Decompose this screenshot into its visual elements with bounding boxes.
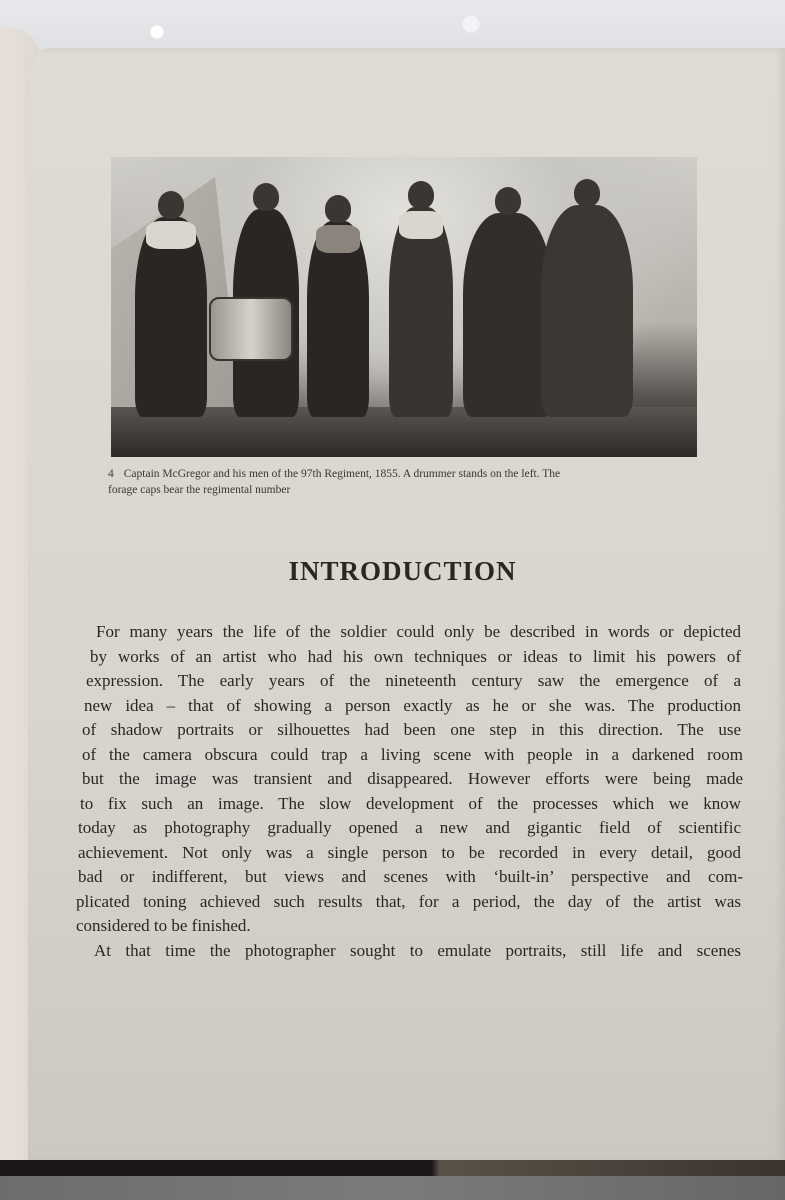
body-line: plicated toning achieved such results that, for a period, the day of the artist was	[76, 891, 741, 911]
body-line: bad or indifferent, but views and scenes with ‘built-in’ perspective and com-	[78, 867, 743, 886]
body-line: expression. The early years of the nineteenth century saw the emergence of a	[86, 671, 741, 690]
body-line: by works of an artist who had his own techniques or ideas to limit his powers of	[90, 646, 741, 666]
body-line: to fix such an image. The slow development of the processes which we know	[80, 793, 741, 813]
body-line: but the image was transient and disappeared. However efforts were being made	[82, 769, 743, 788]
caption-number: 4	[108, 468, 114, 480]
body-line: considered to be finished.	[76, 916, 251, 935]
soldier-figure	[541, 205, 633, 417]
soldier-figure	[307, 221, 369, 417]
soldier-figure	[135, 217, 207, 417]
body-paragraph	[76, 620, 741, 963]
table-surface	[0, 1176, 785, 1200]
body-line: At that time the photographer sought to emulate portraits, still life and scenes	[94, 940, 741, 960]
soldier-figure	[389, 207, 453, 417]
body-line: of shadow portraits or silhouettes had been one step in this direction. The use	[82, 720, 741, 739]
regiment-photograph	[111, 157, 697, 457]
photo-caption	[108, 466, 708, 498]
soldier-figure	[463, 213, 553, 417]
body-line: achievement. Not only was a single person to be recorded in every detail, good	[78, 842, 741, 862]
book-cover-edge	[0, 1160, 785, 1176]
body-line: new idea – that of showing a person exactly as he or she was. The production	[84, 695, 741, 715]
body-line: today as photography gradually opened a new and gigantic field of scientific	[78, 818, 741, 837]
caption-line-1: Captain McGregor and his men of the 97th Regiment, 1855. A drummer stands on the left. The	[123, 468, 561, 480]
body-line: of the camera obscura could trap a living scene with people in a darkened room	[82, 744, 743, 764]
section-heading: INTRODUCTION	[288, 556, 517, 586]
body-line: For many years the life of the soldier could only be described in words or depicted	[96, 622, 741, 641]
caption-line-2: forage caps bear the regimental number	[108, 484, 291, 496]
drum	[209, 297, 293, 361]
